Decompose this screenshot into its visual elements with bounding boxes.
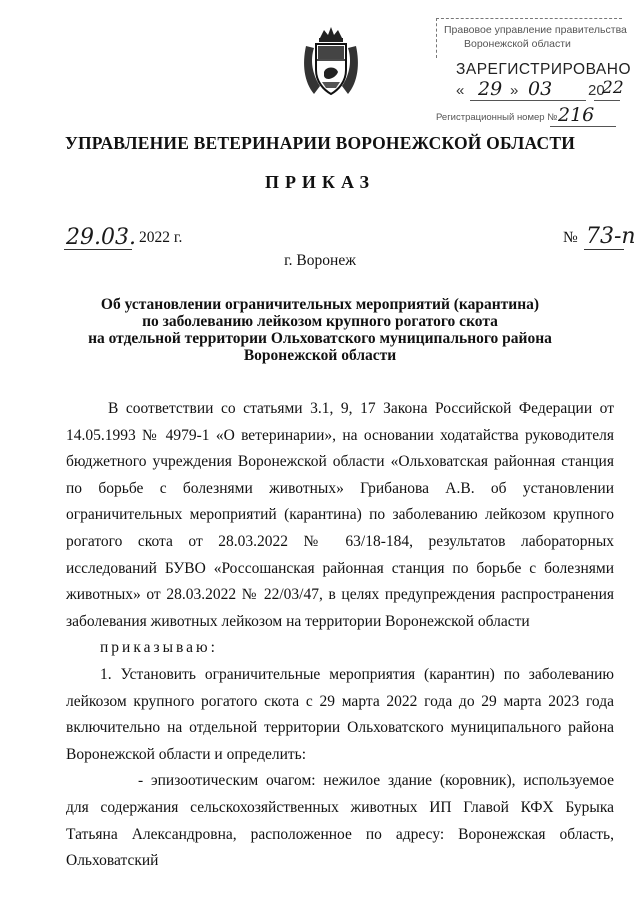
document-type: ПРИКАЗ <box>264 172 376 192</box>
order-item-1: 1. Установить ограничительные мероприятия (карантин) по заболеванию лейкозом крупного рогатого скота с 29 марта 2022 года до 29 марта 2023 года включительно на отдельной территории Ольховатского муниципального района Воронежской области и определить: <box>66 665 614 763</box>
order-subitem-1: - эпизоотическим очагом: нежилое здание (коровник), используемое для содержания сельскохозяйственных животных ИП Главой КФХ Бурыка Татьяна Александровна, расположенное по адресу: Воронежская область, Ольховатский <box>66 772 614 870</box>
stamp-year-suffix: 22 <box>602 78 624 98</box>
document-title <box>40 296 600 364</box>
order-number: 73-п <box>586 224 636 249</box>
document-body <box>66 396 614 875</box>
title-line: Об установлении ограничительных мероприятий (карантина) <box>100 296 540 313</box>
stamp-year-prefix: 20 <box>588 82 605 99</box>
title-line: по заболеванию лейкозом крупного рогатого скота <box>142 313 498 330</box>
preamble-paragraph: В соответствии со статьями 3.1, 9, 17 Закона Российской Федерации от 14.05.1993 № 4979-1 «О ветеринарии», на основании ходатайства руководителя бюджетного учреждения Воронежской области «Ольховатская районная станция по борьбе с болезнями животных» Грибанова А.В. об установлении ограничительных мероприятий (карантина) по заболеванию лейкозом крупного рогатого скота от 28.03.2022 № 63/18-184, результатов лабораторных исследований БУВО «Россошанская районная станция по борьбе с болезнями животных» от 28.03.2022 № 22/03/47, в целях предупреждения распространения заболевания животных лейкозом на территории Воронежской области <box>66 400 614 630</box>
stamp-reg-label: Регистрационный номер № <box>436 112 558 123</box>
stamp-month: 03 <box>528 78 553 100</box>
title-line: на отдельной территории Ольховатского муниципального района <box>88 330 552 347</box>
stamp-quote-close: » <box>510 82 519 99</box>
registration-stamp <box>434 18 632 130</box>
coat-of-arms-icon <box>300 24 362 98</box>
stamp-line-2: Воронежской области <box>464 38 571 50</box>
order-date: 29.03. <box>66 225 136 250</box>
stamp-reg-number: 216 <box>558 104 595 126</box>
stamp-line-1: Правовое управление правительства <box>444 24 627 36</box>
stamp-quote-open: « <box>456 82 465 99</box>
title-line: Воронежской области <box>243 347 397 364</box>
order-year: 2022 г. <box>139 229 183 246</box>
stamp-registered: ЗАРЕГИСТРИРОВАНО <box>456 61 632 78</box>
city: г. Воронеж <box>284 252 356 269</box>
orders-word: приказываю: <box>100 639 218 657</box>
stamp-day: 29 <box>478 78 503 100</box>
order-number-label: № <box>563 229 578 246</box>
organization-name: УПРАВЛЕНИЕ ВЕТЕРИНАРИИ ВОРОНЕЖСКОЙ ОБЛАСТИ <box>64 133 576 153</box>
